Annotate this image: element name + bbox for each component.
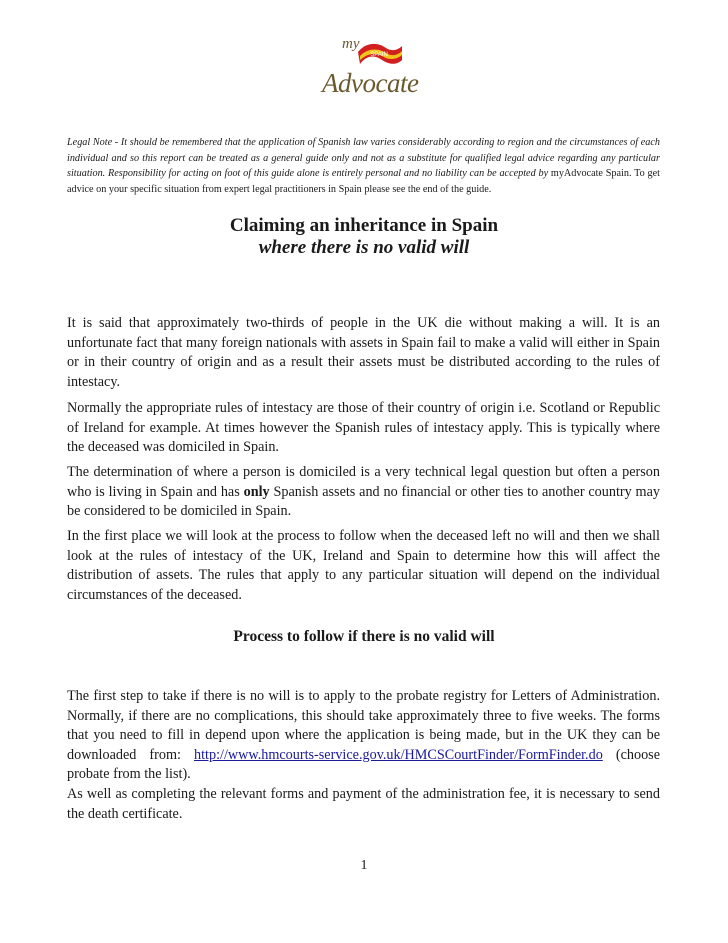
legal-note-text: Legal Note - It should be remembered that the application of Spanish law varies considerably according to region and the circumstances of each individual and so this report can be treated as a general guide only and not as a substitute for qualified legal advice regarding any particular situation. Responsibility for acting on foot of this guide alone is entirely personal and no liability can be accepted by [67, 137, 660, 179]
myadvocate-logo [318, 34, 419, 108]
legal-note [67, 135, 660, 197]
section-heading: Process to follow if there is no valid will [233, 628, 495, 645]
paragraph-domicile [67, 463, 660, 522]
logo-flag-text: SPAIN [370, 52, 388, 58]
form-finder-link[interactable]: http://www.hmcourts-service.gov.uk/HMCSCourtFinder/FormFinder.do [194, 746, 603, 763]
legal-note-end: myAdvocate Spain. To get advice on your specific situation from expert legal practitioners in Spain please see the end of the guide. [67, 168, 661, 195]
domicile-text-end: Spanish assets and no financial or other ties to another country may be considered to be domiciled in Spain. [67, 483, 660, 519]
spain-flag-icon [356, 40, 404, 70]
logo-wordmark: Advocate [322, 68, 419, 98]
letters-text-end: (choose probate from the list). [67, 746, 660, 782]
domicile-text-start: The determination of where a person is domiciled is a very technical legal question but often a person who is living in Spain and has [67, 464, 660, 500]
page-subtitle: where there is no valid will [258, 237, 470, 258]
paragraph-rules-of-intestacy: Normally the appropriate rules of intestacy are those of their country of origin i.e. Scotland or Republic of Ireland for example. At times however the Spanish rules of intestacy apply. This is typically where the deceased was domiciled in Spain. [67, 400, 660, 455]
page-number: 1 [360, 858, 368, 873]
page-title: Claiming an inheritance in Spain [229, 215, 499, 236]
letters-text-start: The first step to take if there is no will is to apply to the probate registry for Letters of Administration. Normally, if there are no complications, this should take approximately three to five weeks. The forms that you need to fill in depend upon where the application is being made, but in the UK they can be downloaded from: [67, 688, 660, 763]
logo-my-text: my [342, 36, 360, 52]
domicile-emphasis: only [243, 483, 270, 500]
paragraph-process-overview: In the first place we will look at the process to follow when the deceased left no will and then we shall look at the rules of intestacy of the UK, Ireland and Spain to determine how this will affect the distribution of assets. The rules that apply to any particular situation will depend on the individual circumstances of the deceased. [67, 528, 660, 603]
paragraph-death-certificate: As well as completing the relevant forms and payment of the administration fee, it is necessary to send the death certificate. [67, 786, 660, 822]
paragraph-letters-of-administration [67, 687, 660, 785]
paragraph-intestacy-intro: It is said that approximately two-thirds of people in the UK die without making a will. It is an unfortunate fact that many foreign nationals with assets in Spain fail to make a valid will either in Spain or in their country of origin and as a result their assets must be distributed according to the rules of intestacy. [67, 315, 660, 390]
